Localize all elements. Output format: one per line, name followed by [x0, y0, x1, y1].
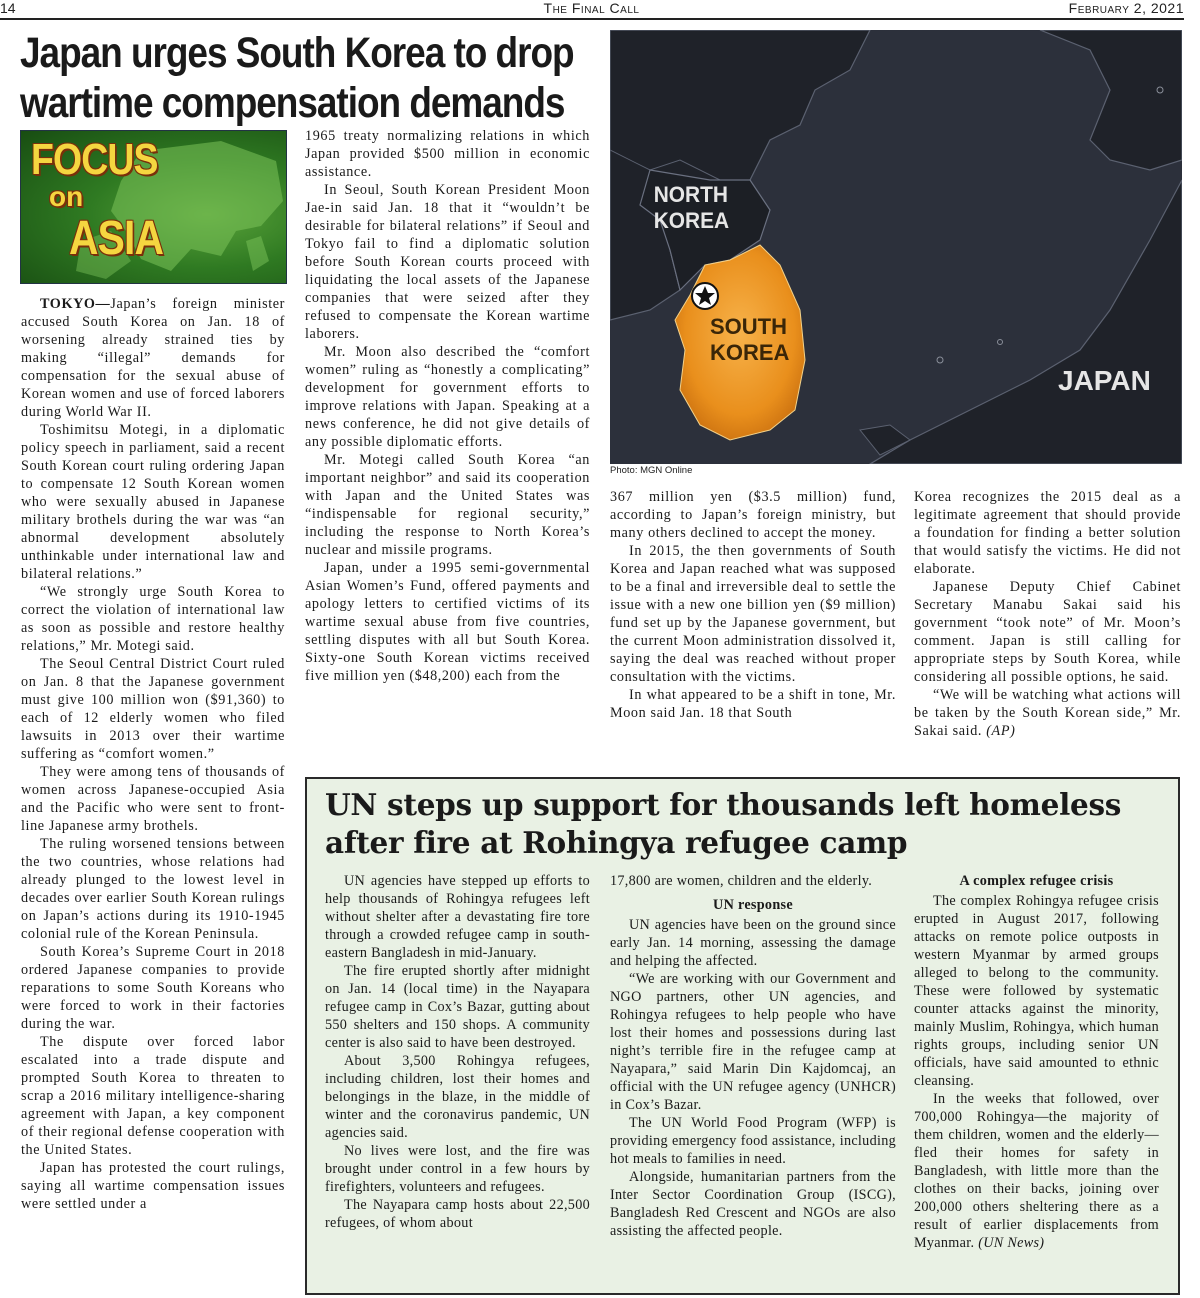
paragraph: No lives were lost, and the fire was brought under control in a few hours by firefighters, volunteers and refugees.	[325, 1143, 590, 1195]
paragraph: In what appeared to be a shift in tone, Mr. Moon said Jan. 18 that South	[610, 687, 896, 721]
header-rule	[0, 18, 1184, 20]
issue-date: February 2, 2021	[1068, 0, 1184, 16]
paragraph: UN agencies have been on the ground since early Jan. 14 morning, assessing the damage and helping the affected.	[610, 917, 896, 969]
paragraph: The dispute over forced labor escalated into a trade dispute and prompted South Korea to threaten to scrap a 2016 military intelligence-sharing agreement with Japan, a key component of their regional defense cooperation with the United States.	[21, 1034, 285, 1158]
paragraph: They were among tens of thousands of women across Japanese-occupied Asia and the Pacific who were sent to front-line Japanese army brothels.	[21, 764, 285, 834]
headline-line-2: wartime compensation demands	[20, 79, 565, 127]
paragraph: The ruling worsened tensions between the two countries, whose relations had already plunged to the lowest level in decades over earlier South Korean rulings on Japan’s actions during its 1910-1945 colonial rule of the Korean Peninsula.	[21, 836, 285, 942]
article1-headline	[20, 28, 574, 128]
publication-name: The Final Call	[543, 0, 640, 16]
paragraph: “We will be watching what actions will be taken by the South Korean side,” Mr. Sakai said. (AP)	[914, 687, 1181, 739]
map-label-south-2: KOREA	[710, 340, 790, 365]
paragraph: “We are working with our Government and NGO partners, other UN agencies, and Rohingya refugees to help people who have lost their homes and possessions during last night’s terrible fire in the refugee camp at Nayapara,” said Marin Din Kajdomcaj, an official with the UN refugee agency (UNHCR) in Cox’s Bazar.	[610, 971, 896, 1113]
paragraph: Alongside, humanitarian partners from the Inter Sector Coordination Group (ISCG), Bangladesh Red Crescent and NGOs are also assisting the affected people.	[610, 1169, 896, 1239]
paragraph: South Korea’s Supreme Court in 2018 ordered Japanese companies to provide reparations to some South Koreans who were forced to work in their factories during the war.	[21, 944, 285, 1032]
subhead-un-response: UN response	[713, 897, 793, 913]
article1-credit: (AP)	[986, 723, 1016, 739]
article1-column-4	[914, 488, 1181, 740]
article1-column-2	[305, 127, 590, 685]
paragraph: Mr. Motegi called South Korea “an important neighbor” and said its cooperation with Japan and the United States was “indispensable for regional security,” including the response to North Korea’s nuclear and missile programs.	[305, 452, 590, 558]
article1-column-3	[610, 488, 896, 722]
paragraph: The Seoul Central District Court ruled on Jan. 8 that the Japanese government must give 100 million won ($91,360) to each of 12 elderly women who filed lawsuits in 2013 over their wartime suffering as “comfort women.”	[21, 656, 285, 762]
map-label-north-2: KOREA	[653, 208, 730, 234]
headline-line-1: Japan urges South Korea to drop	[20, 29, 574, 77]
paragraph: About 3,500 Rohingya refugees, including children, lost their homes and belongings in the blaze, in the middle of winter and the coronavirus pandemic, UN agencies said.	[325, 1053, 590, 1141]
asia-word: ASIA	[69, 212, 164, 265]
map-label-japan: JAPAN	[1058, 365, 1151, 396]
map-label-south-1: SOUTH	[710, 314, 787, 339]
paragraph: In 2015, the then governments of South Korea and Japan reached what was supposed to be a final and irreversible deal to settle the issue with a new one billion yen ($9 million) fund set up by the Japanese government, but the current Moon administration dissolved it, saying the deal was reached without proper consultation with the victims.	[610, 543, 896, 685]
article2-column-3	[914, 872, 1159, 1252]
paragraph: Toshimitsu Motegi, in a diplomatic policy speech in parliament, said a recent South Korean court ruling ordering Japan to compensate 12 South Korean women who were sexually abused in Japanese military brothels during the war was “an abnormal development absolutely unthinkable under international law and bilateral relations.”	[21, 422, 285, 582]
paragraph: “We strongly urge South Korea to correct the violation of international law as soon as possible and restore healthy relations,” Mr. Motegi said.	[21, 584, 285, 654]
article1-lede: TOKYO—Japan’s foreign minister accused South Korea on Jan. 18 of worsening already strained ties by making “illegal” demands for compensation for the sexual abuse of Korean women and use of forced laborers during World War II.	[21, 296, 285, 420]
paragraph: The UN World Food Program (WFP) is providing emergency food assistance, including hot meals to families in need.	[610, 1115, 896, 1167]
paragraph: Japan, under a 1995 semi-governmental Asian Women’s Fund, offered payments and apology letters to certified victims of its wartime sexual abuse from five countries, settling disputes with all but South Korea. Sixty-one South Korean victims received five million yen ($48,200) each from the	[305, 560, 590, 684]
map-label-north-1: NORTH	[653, 182, 728, 208]
dateline: TOKYO—	[40, 296, 111, 312]
paragraph: The complex Rohingya refugee crisis erupted in August 2017, following attacks on remote police outposts in western Myanmar by armed groups alleged to belong to the community. These were followed by systematic counter attacks against the minority, mainly Muslim, Rohingya, which human rights groups, including senior UN officials, have said amounted to ethnic cleansing.	[914, 893, 1159, 1089]
article2-credit: (UN News)	[978, 1235, 1045, 1251]
paragraph: Japan has protested the court rulings, saying all wartime compensation issues were settled under a	[21, 1160, 285, 1212]
paragraph: 17,800 are women, children and the elderly.	[610, 873, 873, 889]
paragraph: In Seoul, South Korean President Moon Jae-in said Jan. 18 that it “wouldn’t be desirable for bilateral relations” if Seoul and Tokyo fail to find a diplomatic solution before South Korean courts proceed with liquidating the local assets of the Japanese companies that were seized after they refused to compensate the Korean wartime laborers.	[305, 182, 590, 342]
map-graphic	[610, 30, 1182, 464]
article1-column-1	[21, 295, 285, 1213]
paragraph: Mr. Moon also described the “comfort women” ruling as “honestly a complicating” development for government efforts to improve relations with Japan. Speaking at a news conference, he did not give details of any possible diplomatic efforts.	[305, 344, 590, 450]
article2-column-2	[610, 872, 896, 1240]
subhead-complex-crisis: A complex refugee crisis	[959, 873, 1114, 889]
paragraph: The fire erupted shortly after midnight on Jan. 14 (local time) in the Nayapara refugee camp in Cox’s Bazar, gutting about 550 shelters and 150 shops. A community center is also said to have been destroyed.	[325, 963, 590, 1051]
on-word: on	[49, 181, 84, 212]
paragraph: In the weeks that followed, over 700,000 Rohingya—the majority of them children, women and the elderly—fled their homes for safety in Bangladesh, with little more than the clothes on their backs, joining over 200,000 others sheltering there as a result of earlier displacements from Myanmar. (UN News)	[914, 1091, 1159, 1251]
page-number: 14	[0, 0, 16, 16]
paragraph: 367 million yen ($3.5 million) fund, according to Japan’s foreign ministry, but many others declined to accept the money.	[610, 489, 896, 541]
paragraph: Korea recognizes the 2015 deal as a legitimate agreement that should provide a foundation for finding a better solution that would satisfy the victims. He did not elaborate.	[914, 489, 1181, 577]
korea-japan-map	[610, 30, 1182, 464]
paragraph: The Nayapara camp hosts about 22,500 refugees, of whom about	[325, 1197, 590, 1231]
paragraph: UN agencies have stepped up efforts to help thousands of Rohingya refugees left without shelter after a devastating fire tore through a crowded refugee camp in south-eastern Bangladesh in mid-January.	[325, 873, 590, 961]
focus-word: FOCUS	[31, 135, 158, 184]
article2-column-1	[325, 872, 590, 1232]
paragraph: Japanese Deputy Chief Cabinet Secretary Manabu Sakai said his government “took note” of Mr. Moon’s comment. Japan is still calling for appropriate steps by South Korea, while considering all possible options, he said.	[914, 579, 1181, 685]
paragraph: 1965 treaty normalizing relations in which Japan provided $500 million in economic assistance.	[305, 128, 590, 180]
article2-headline: UN steps up support for thousands left homeless after fire at Rohingya refugee camp	[325, 787, 1122, 860]
photo-caption: Photo: MGN Online	[610, 465, 693, 476]
focus-on-asia-graphic	[20, 130, 287, 284]
